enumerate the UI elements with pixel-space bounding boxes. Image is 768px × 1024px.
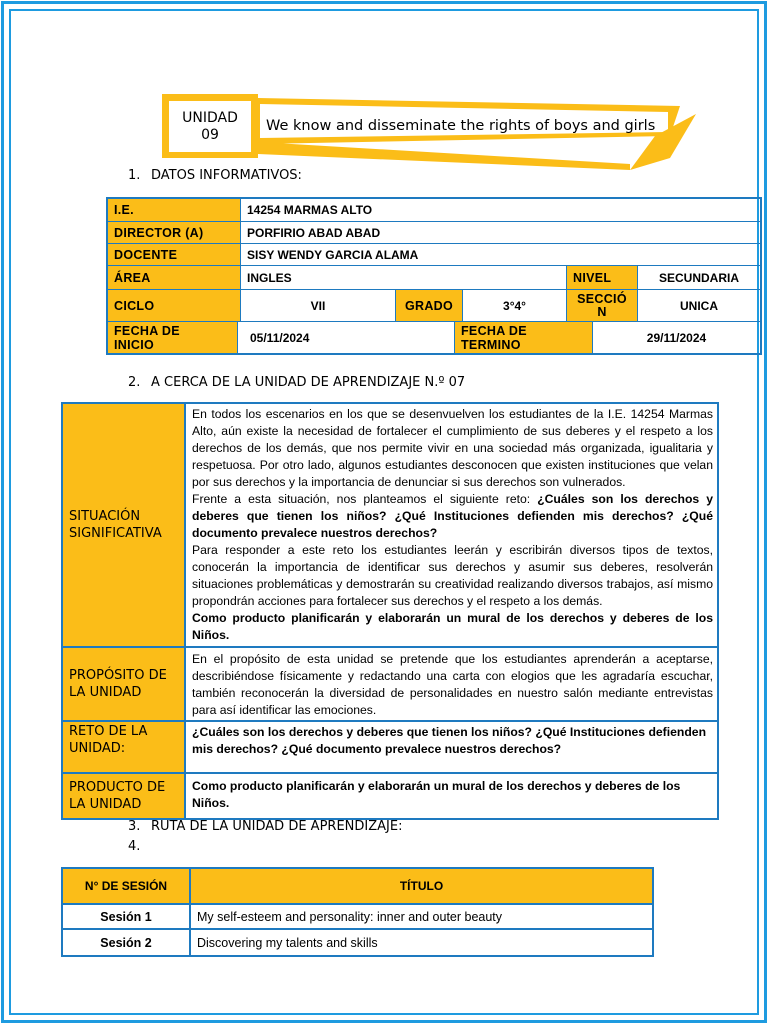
nivel-label: NIVEL [567,266,638,290]
situacion-paragraph-3: Para responder a este reto los estudiantes leerán y escribirán diversos tipos de textos, conocerán la importancia de identificar sus derechos y asumir sus deberes, resolverán situaciones problemáticas y demostrarán su creatividad realizando diversos trabajos, así mismo propondrán acciones para fortalecer sus derechos y el respeto a los demás. [192,543,713,608]
seccion-label [567,290,638,322]
section-3-heading [128,819,402,834]
area-label: ÁREA [108,266,241,290]
situacion-paragraph-2 [192,491,713,542]
director-value: PORFIRIO ABAD ABAD [241,222,760,244]
seccion-value: UNICA [638,290,760,322]
unit-number: 09 [201,127,219,143]
situacion-text [186,404,717,648]
section-4-heading [128,839,151,854]
unit-number-box [170,102,250,152]
ciclo-value: VII [241,290,396,322]
situacion-paragraph-2-lead: Frente a esta situación, nos planteamos el siguiente reto: [192,492,538,506]
fecha-inicio-label-line2: INICIO [114,337,154,352]
situacion-paragraph-2-question: ¿Cuáles son los derechos y deberes que tienen los niños? ¿Qué Instituciones defienden mis derechos? ¿Qué documento prevalece nuestros derechos? [192,492,713,540]
unit-table [61,402,719,820]
unit-title: We know and disseminate the rights of boys and girls [266,118,656,134]
section-1-number: 1. [128,168,141,183]
info-table [106,197,762,355]
docente-label: DOCENTE [108,244,241,266]
ie-value: 14254 MARMAS ALTO [241,199,760,222]
seccion-label-line2: N [597,304,607,319]
fecha-termino-label [455,322,593,353]
section-2-number: 2. [128,375,141,390]
route-table [61,867,654,957]
route-row-2-title: Discovering my talents and skills [197,935,378,950]
route-row-2-session: Sesión 2 [63,930,191,955]
route-row-1-session: Sesión 1 [63,905,191,930]
reto-label: RETO DE LA UNIDAD: [63,722,186,774]
section-2-title: A CERCA DE LA UNIDAD DE APRENDIZAJE N.º 07 [151,375,466,390]
nivel-value: SECUNDARIA [638,266,760,290]
director-label: DIRECTOR (A) [108,222,241,244]
route-row-1-title: My self-esteem and personality: inner and outer beauty [191,905,652,930]
section-1-title: DATOS INFORMATIVOS: [151,168,302,183]
docente-value: SISY WENDY GARCIA ALAMA [241,244,760,266]
proposito-text: En el propósito de esta unidad se pretende que los estudiantes aprenderán a aceptarse, describiéndose físicamente y redactando una carta con elogios que les agradaría escuchar, también reconocerán la diversidad de personalidades en nuestro salón mediante entrevistas para así identificar las emociones. [186,648,717,722]
situacion-paragraph-1: En todos los escenarios en los que se desenvuelven los estudiantes de la I.E. 14254 Marmas Alto, aún existe la necesidad de fortalecer el cumplimiento de sus deberes y el respeto a los derechos de los demás, que nos permite vivir en una sociedad más organizada, igualitaria y respetuosa. Por otro lado, algunos estudiantes desconocen que existen instituciones que velan por sus derechos y la importancia de denunciar si sus derechos son vulnerados. [192,407,713,489]
situacion-paragraph-4: Como producto planificarán y elaborarán un mural de los derechos y deberes de los Niños. [192,611,713,642]
section-4-number: 4. [128,839,141,854]
ie-label: I.E. [108,199,241,222]
producto-text: Como producto planificarán y elaborarán un mural de los derechos y deberes de los Niños. [192,779,681,810]
fecha-inicio-value: 05/11/2024 [238,322,455,353]
section-1-heading [128,168,302,183]
fecha-inicio-label [108,322,238,353]
section-3-title: RUTA DE LA UNIDAD DE APRENDIZAJE: [151,819,403,834]
section-3-number: 3. [128,819,141,834]
reto-text: ¿Cuáles son los derechos y deberes que tienen los niños? ¿Qué Instituciones defienden mis derechos? ¿Qué documento prevalece nuestros derechos? [186,722,717,774]
situacion-label: SITUACIÓN SIGNIFICATIVA [63,404,186,648]
grado-value: 3°4° [463,290,567,322]
unit-banner [160,92,700,172]
fecha-termino-label-line2: TERMINO [461,337,521,352]
area-value: INGLES [241,266,567,290]
ciclo-label: CICLO [108,290,241,322]
unit-label: UNIDAD [182,110,238,126]
fecha-inicio-label-line1: FECHA DE [114,323,180,338]
seccion-label-line1: SECCIÓ [577,291,627,306]
proposito-label: PROPÓSITO DE LA UNIDAD [63,648,186,722]
fecha-termino-value: 29/11/2024 [646,330,707,345]
section-2-heading [128,375,465,390]
grado-label: GRADO [396,290,463,322]
fecha-termino-label-line1: FECHA DE [461,323,527,338]
route-header-title: TÍTULO [191,869,652,905]
producto-label: PRODUCTO DE LA UNIDAD [63,774,186,818]
route-header-session: N° DE SESIÓN [63,869,191,905]
